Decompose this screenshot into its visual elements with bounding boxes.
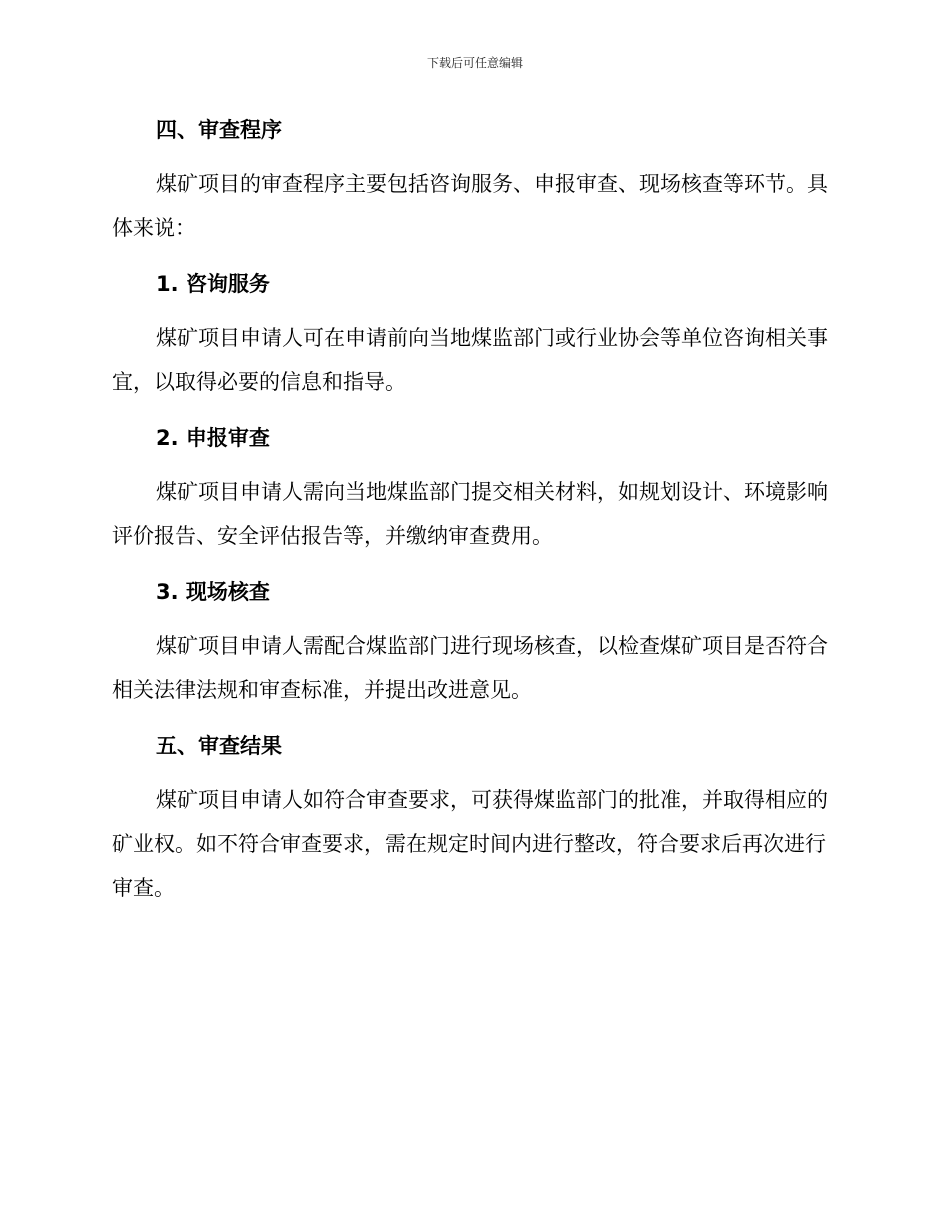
paragraph-application-review: 煤矿项目申请人需向当地煤监部门提交相关材料，如规划设计、环境影响评价报告、安全评估报告等，并缴纳审查费用。 <box>112 480 828 548</box>
section-heading-review-results: 五、审查结果 <box>156 734 282 758</box>
subheading-application-review: 2. 申报审查 <box>156 426 270 450</box>
document-body <box>112 112 834 910</box>
paragraph-review-results: 煤矿项目申请人如符合审查要求，可获得煤监部门的批准，并取得相应的矿业权。如不符合审查要求，需在规定时间内进行整改，符合要求后再次进行审查。 <box>112 788 828 900</box>
page-header: 下载后可任意编辑 <box>426 56 523 70</box>
paragraph-site-inspection: 煤矿项目申请人需配合煤监部门进行现场核查，以检查煤矿项目是否符合相关法律法规和审查标准，并提出改进意见。 <box>112 634 828 702</box>
paragraph-consulting-service: 煤矿项目申请人可在申请前向当地煤监部门或行业协会等单位咨询相关事宜，以取得必要的信息和指导。 <box>112 326 828 394</box>
section-heading-review-procedure: 四、审查程序 <box>156 118 282 142</box>
paragraph-procedure-intro: 煤矿项目的审查程序主要包括咨询服务、申报审查、现场核查等环节。具体来说： <box>112 172 828 240</box>
subheading-consulting-service: 1. 咨询服务 <box>156 272 270 296</box>
subheading-site-inspection: 3. 现场核查 <box>156 580 270 604</box>
